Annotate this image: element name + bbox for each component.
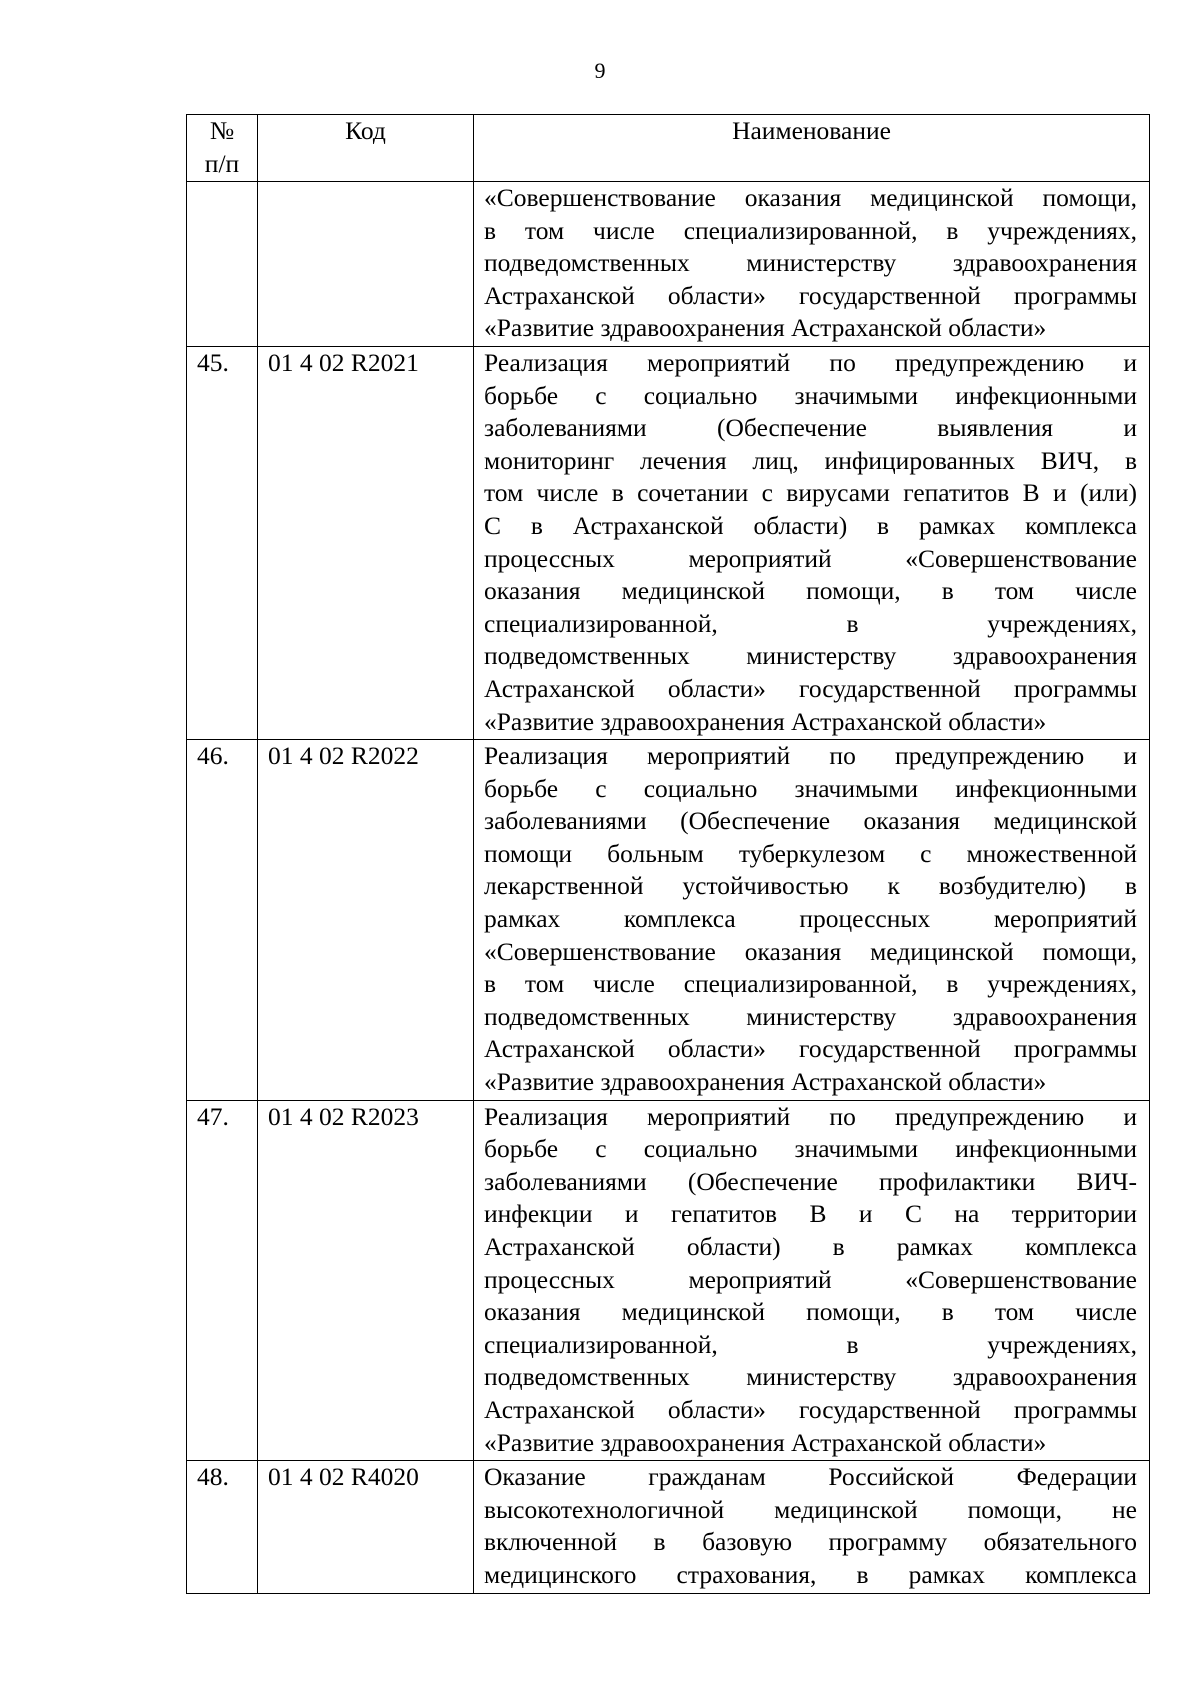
name-text-line: Реализация мероприятий по предупреждению и <box>484 741 1137 771</box>
name-text-line: в том числе специализированной, в учреждениях, <box>484 215 1137 245</box>
name-text-line: Астраханской области) в рамках комплекса <box>484 1232 1137 1261</box>
page-number: 9 <box>594 58 606 83</box>
name-text-line: рамках комплекса процессных мероприятий <box>484 904 1137 934</box>
header-name: Наименование <box>474 115 1150 182</box>
table-row <box>187 1461 1150 1593</box>
name-text-line: медицинского страхования, в рамках комплекса <box>484 1559 1137 1589</box>
row-number: 48. <box>187 1461 258 1593</box>
name-text-line: С в Астраханской области) в рамках комплекса <box>484 510 1137 540</box>
table-row <box>187 346 1150 739</box>
name-text-line: «Развитие здравоохранения Астраханской области» <box>484 706 1047 736</box>
classification-table <box>186 114 1150 1594</box>
table-body <box>187 182 1150 1594</box>
name-text-line: процессных мероприятий «Совершенствование <box>484 543 1137 573</box>
name-text-line: Астраханской области» государственной программы <box>484 1034 1137 1064</box>
name-text-line: помощи больным туберкулезом с множественной <box>484 838 1137 868</box>
table-row <box>187 182 1150 347</box>
row-name <box>474 740 1150 1101</box>
table-row <box>187 1100 1150 1461</box>
name-text-line: инфекции и гепатитов В и С на территории <box>484 1199 1137 1229</box>
name-text-line: специализированной, в учреждениях, <box>484 608 1137 638</box>
row-name <box>474 182 1150 347</box>
name-text-line: Астраханской области» государственной программы <box>484 1394 1137 1424</box>
name-text-line: «Совершенствование оказания медицинской помощи, <box>484 183 1137 212</box>
name-text-line: Реализация мероприятий по предупреждению и <box>484 1101 1137 1131</box>
name-text-line: подведомственных министерству здравоохранения <box>484 248 1137 278</box>
name-text-line: заболеваниями (Обеспечение выявления и <box>484 413 1137 443</box>
name-text-line: в том числе специализированной, в учреждениях, <box>484 969 1137 999</box>
name-text-line: борьбе с социально значимыми инфекционными <box>484 380 1137 410</box>
table-header-row <box>187 115 1150 182</box>
name-text-line: подведомственных министерству здравоохранения <box>484 1001 1137 1031</box>
name-text-line: «Развитие здравоохранения Астраханской области» <box>484 1427 1047 1457</box>
name-text-line: борьбе с социально значимыми инфекционными <box>484 773 1137 803</box>
header-number <box>187 115 258 182</box>
name-text-line: «Развитие здравоохранения Астраханской области» <box>484 313 1047 343</box>
name-text-line: лекарственной устойчивостью к возбудителю) в <box>484 871 1137 901</box>
name-text-line: специализированной, в учреждениях, <box>484 1329 1137 1359</box>
name-text-line: «Развитие здравоохранения Астраханской области» <box>484 1067 1047 1097</box>
row-code: 01 4 02 R2021 <box>258 346 474 739</box>
name-text-line: Астраханской области» государственной программы <box>484 673 1137 703</box>
name-text-line: подведомственных министерству здравоохранения <box>484 1362 1137 1392</box>
row-name <box>474 1461 1150 1593</box>
name-text-line: Астраханской области» государственной программы <box>484 280 1137 310</box>
row-code <box>258 182 474 347</box>
name-text-line: оказания медицинской помощи, в том числе <box>484 576 1137 606</box>
row-number: 46. <box>187 740 258 1101</box>
header-code: Код <box>258 115 474 182</box>
name-text-line: высокотехнологичной медицинской помощи, не <box>484 1494 1137 1524</box>
name-text-line: Оказание гражданам Российской Федерации <box>484 1462 1137 1492</box>
name-text-line: включенной в базовую программу обязательного <box>484 1527 1137 1557</box>
name-text-line: оказания медицинской помощи, в том числе <box>484 1297 1137 1327</box>
name-text-line: мониторинг лечения лиц, инфицированных ВИЧ, в <box>484 445 1137 475</box>
row-name <box>474 346 1150 739</box>
row-number: 47. <box>187 1100 258 1461</box>
row-number: 45. <box>187 346 258 739</box>
row-code: 01 4 02 R2023 <box>258 1100 474 1461</box>
row-number <box>187 182 258 347</box>
name-text-line: подведомственных министерству здравоохранения <box>484 641 1137 671</box>
name-text-line: заболеваниями (Обеспечение профилактики ВИЧ- <box>484 1166 1137 1196</box>
name-text-line: «Совершенствование оказания медицинской помощи, <box>484 936 1137 966</box>
name-text-line: Реализация мероприятий по предупреждению и <box>484 347 1137 377</box>
name-text-line: процессных мероприятий «Совершенствование <box>484 1264 1137 1294</box>
table-row <box>187 740 1150 1101</box>
row-code: 01 4 02 R2022 <box>258 740 474 1101</box>
name-text-line: борьбе с социально значимыми инфекционными <box>484 1134 1137 1164</box>
name-text-line: том числе в сочетании с вирусами гепатитов В и (или) <box>484 478 1137 508</box>
row-code: 01 4 02 R4020 <box>258 1461 474 1593</box>
row-name <box>474 1100 1150 1461</box>
name-text-line: заболеваниями (Обеспечение оказания медицинской <box>484 806 1137 836</box>
header-number-text: № п/п <box>204 116 240 178</box>
